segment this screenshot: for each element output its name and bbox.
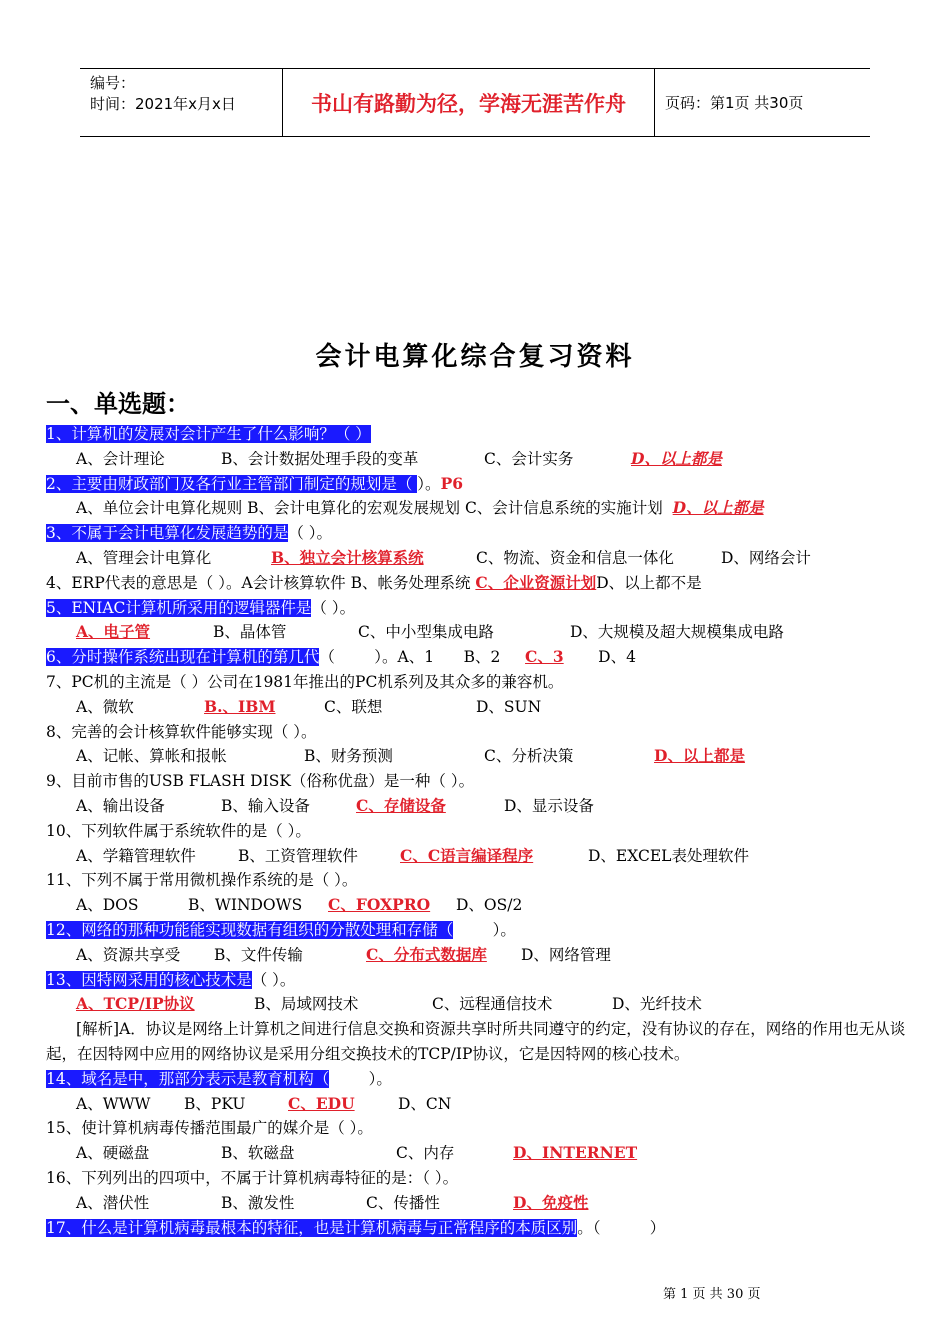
question-10 bbox=[46, 819, 906, 844]
answer: D、以上都是 bbox=[672, 498, 764, 518]
analysis-13: [解析]A．协议是网络上计算机之间进行信息交换和资源共享时所共同遵守的约定，没有协议的存在，网络的作用也无从谈起，在因特网中应用的网络协议是采用分组交换技术的TCP/IP协议，它是因特网的核心技术。 bbox=[46, 1020, 906, 1063]
question-12 bbox=[46, 918, 906, 943]
question-list bbox=[46, 422, 906, 1240]
option: B、晶体管 bbox=[213, 623, 287, 642]
option: B、WINDOWS bbox=[188, 896, 303, 915]
header-page-info bbox=[655, 69, 870, 136]
option: D、网络管理 bbox=[521, 945, 611, 964]
question-tail: 。（ ） bbox=[577, 1218, 666, 1237]
option: C、分析决策 bbox=[484, 747, 574, 766]
answer: D、INTERNET bbox=[513, 1143, 638, 1163]
option: C、中小型集成电路 bbox=[358, 623, 494, 642]
answer: D、免疫性 bbox=[513, 1192, 589, 1212]
question-7 bbox=[46, 670, 906, 695]
section-heading: 一、单选题： bbox=[46, 390, 190, 418]
number-label: 编号： bbox=[90, 74, 136, 92]
question-tail: ）。 bbox=[417, 474, 441, 493]
question-text: 7、PC机的主流是（ ）公司在1981年推出的PC机系列及其众多的兼容机。 bbox=[46, 672, 564, 691]
option: C、内存 bbox=[396, 1144, 455, 1163]
question-tail: （ ）。 bbox=[311, 598, 356, 617]
question-tail: （ ）。 bbox=[288, 524, 333, 543]
option: B、软磁盘 bbox=[221, 1144, 295, 1163]
question-2 bbox=[46, 472, 906, 497]
option: D、光纤技术 bbox=[612, 995, 702, 1014]
option: A、记帐、算帐和报帐 bbox=[76, 747, 227, 766]
answer: C、FOXPRO bbox=[328, 895, 431, 915]
options-14 bbox=[46, 1092, 906, 1117]
option: A、硬磁盘 bbox=[76, 1144, 150, 1163]
answer: A、电子管 bbox=[76, 622, 151, 642]
option: A、资源共享受 bbox=[76, 945, 181, 964]
question-tail: ）。 bbox=[453, 920, 516, 939]
option: A、会计理论 bbox=[76, 449, 165, 468]
answer: C、存储设备 bbox=[356, 795, 446, 815]
option: B、财务预测 bbox=[304, 747, 393, 766]
question-14 bbox=[46, 1067, 906, 1092]
question-17 bbox=[46, 1216, 906, 1241]
question-text: 4、ERP代表的意思是（ ）。A会计核算软件 B、帐务处理系统 bbox=[46, 573, 476, 592]
question-tail: （ ）。 bbox=[251, 970, 296, 989]
option: C、传播性 bbox=[366, 1193, 440, 1212]
motto-text: 书山有路勤为径，学海无涯苦作舟 bbox=[311, 91, 626, 116]
option: A、潜伏性 bbox=[76, 1193, 150, 1212]
options-2 bbox=[46, 496, 906, 521]
question-text: 14、域名是中，那部分表示是教育机构（ bbox=[46, 1069, 330, 1088]
header-table bbox=[80, 68, 870, 137]
question-16 bbox=[46, 1166, 906, 1191]
option: A、DOS bbox=[76, 896, 139, 915]
time-label: 时间：2021年x月x日 bbox=[90, 95, 236, 113]
options-7 bbox=[46, 695, 906, 720]
answer: C、3 bbox=[525, 647, 564, 667]
answer: B.、IBM bbox=[204, 696, 276, 716]
answer: D、以上都是 bbox=[654, 746, 745, 766]
question-text: 6、分时操作系统出现在计算机的第几代 bbox=[46, 648, 320, 667]
question-1 bbox=[46, 422, 906, 447]
answer: C、企业资源计划 bbox=[475, 572, 597, 592]
question-text: 11、下列不属于常用微机操作系统的是（ ）。 bbox=[46, 871, 358, 890]
option: D、显示设备 bbox=[504, 796, 594, 815]
option: B、输入设备 bbox=[221, 796, 310, 815]
question-text: 13、因特网采用的核心技术是 bbox=[46, 970, 252, 989]
answer: C、EDU bbox=[288, 1093, 355, 1113]
option: D、网络会计 bbox=[721, 548, 811, 567]
options-3 bbox=[46, 546, 906, 571]
question-9 bbox=[46, 769, 906, 794]
question-text: 1、计算机的发展对会计产生了什么影响？（ ） bbox=[46, 425, 371, 443]
question-6 bbox=[46, 645, 906, 670]
option: D、CN bbox=[398, 1094, 452, 1113]
option: D、以上都不是 bbox=[596, 573, 702, 592]
option: D、大规模及超大规模集成电路 bbox=[570, 623, 784, 642]
question-text: 15、使计算机病毒传播范围最广的媒介是（ ）。 bbox=[46, 1119, 373, 1138]
question-text: 2、主要由财政部门及各行业主管部门制定的规划是（ bbox=[46, 474, 418, 493]
question-text: 10、下列软件属于系统软件的是（ ）。 bbox=[46, 821, 311, 840]
options-11 bbox=[46, 893, 906, 918]
answer: D、以上都是 bbox=[631, 448, 722, 468]
option: A、管理会计电算化 bbox=[76, 548, 212, 567]
question-tail: （ ）。A、1 B、2 bbox=[319, 648, 526, 667]
question-4 bbox=[46, 571, 906, 596]
page-info-text: 页码：第1页 共30页 bbox=[665, 94, 804, 112]
answer: C、C语言编译程序 bbox=[400, 845, 534, 865]
question-11 bbox=[46, 868, 906, 893]
options-text: A、单位会计电算化规则 B、会计电算化的宏观发展规划 C、会计信息系统的实施计划 bbox=[76, 499, 663, 518]
option: C、会计实务 bbox=[484, 449, 574, 468]
option: A、学籍管理软件 bbox=[76, 846, 196, 865]
question-text: 3、不属于会计电算化发展趋势的是 bbox=[46, 524, 289, 543]
question-text: 8、完善的会计核算软件能够实现（ ）。 bbox=[46, 722, 317, 741]
option: D、OS/2 bbox=[456, 896, 523, 915]
question-15 bbox=[46, 1116, 906, 1141]
answer: C、分布式数据库 bbox=[366, 944, 487, 964]
option: A、微软 bbox=[76, 697, 134, 716]
question-text: 16、下列列出的四项中，不属于计算机病毒特征的是：（ ）。 bbox=[46, 1168, 459, 1187]
options-10 bbox=[46, 844, 906, 869]
options-9 bbox=[46, 794, 906, 819]
header-meta bbox=[80, 69, 282, 136]
options-15 bbox=[46, 1141, 906, 1166]
options-8 bbox=[46, 744, 906, 769]
options-5 bbox=[46, 620, 906, 645]
question-text: 12、网络的那种功能能实现数据有组织的分散处理和存储（ bbox=[46, 920, 454, 939]
document-title: 会计电算化综合复习资料 bbox=[315, 342, 635, 372]
question-5 bbox=[46, 596, 906, 621]
question-8 bbox=[46, 720, 906, 745]
options-16 bbox=[46, 1191, 906, 1216]
question-text: 5、ENIAC计算机所采用的逻辑器件是 bbox=[46, 598, 312, 617]
answer: A、TCP/IP协议 bbox=[76, 994, 195, 1014]
option: D、EXCEL表处理软件 bbox=[588, 846, 749, 865]
question-tail: ）。 bbox=[329, 1069, 392, 1088]
option: A、WWW bbox=[76, 1094, 151, 1113]
option: D、4 bbox=[598, 648, 636, 667]
options-1 bbox=[46, 447, 906, 472]
header-motto bbox=[282, 69, 655, 136]
option: B、激发性 bbox=[221, 1193, 295, 1212]
option: B、文件传输 bbox=[214, 945, 303, 964]
option: B、会计数据处理手段的变革 bbox=[221, 449, 419, 468]
page-footer: 第 1 页 共 30 页 bbox=[663, 1287, 761, 1302]
option: A、输出设备 bbox=[76, 796, 165, 815]
answer: B、独立会计核算系统 bbox=[271, 547, 424, 567]
question-text: 9、目前市售的USB FLASH DISK（俗称优盘）是一种（ ）。 bbox=[46, 772, 475, 791]
question-13 bbox=[46, 968, 906, 993]
question-3 bbox=[46, 521, 906, 546]
option: B、工资管理软件 bbox=[238, 846, 358, 865]
options-13 bbox=[46, 992, 906, 1017]
option: C、物流、资金和信息一体化 bbox=[476, 548, 674, 567]
option: D、SUN bbox=[476, 697, 542, 716]
option: C、联想 bbox=[324, 697, 383, 716]
option: B、局域网技术 bbox=[254, 995, 359, 1014]
page-ref: P6 bbox=[440, 473, 464, 493]
option: B、PKU bbox=[184, 1094, 246, 1113]
options-12 bbox=[46, 943, 906, 968]
question-text: 17、什么是计算机病毒最根本的特征，也是计算机病毒与正常程序的本质区别 bbox=[46, 1218, 578, 1237]
option: C、远程通信技术 bbox=[432, 995, 553, 1014]
